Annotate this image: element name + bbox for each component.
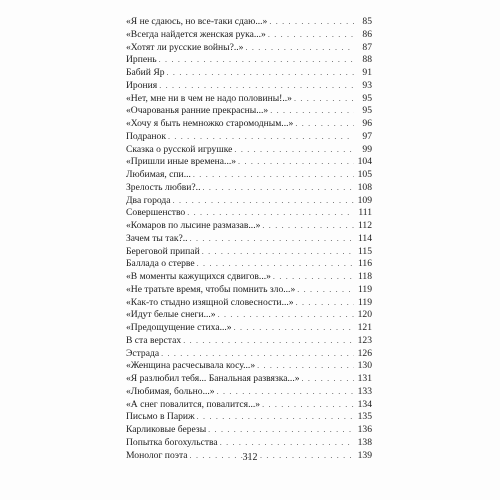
toc-entry-title: Попытка богохульства xyxy=(126,436,218,448)
toc-entry-title: «Хочу я быть немножко старомодным...» xyxy=(126,118,294,129)
page-number: 312 xyxy=(242,452,258,463)
toc-entry xyxy=(126,220,372,233)
dot-leader xyxy=(270,105,354,118)
dot-leader xyxy=(262,399,354,412)
toc-entry xyxy=(126,297,372,310)
dot-leader xyxy=(197,411,354,424)
toc-entry-page: 126 xyxy=(357,347,372,359)
dot-leader xyxy=(183,335,354,348)
toc-entry-page: 133 xyxy=(357,385,372,397)
toc-entry-page: 87 xyxy=(362,41,372,53)
toc-entry-title: Карликовые березы xyxy=(126,424,207,435)
toc-entry-title: «Я не сдаюсь, но все-таки сдаю...» xyxy=(126,16,268,27)
toc-entry-title: Монолог поэта xyxy=(126,449,188,461)
toc-entry-page: 97 xyxy=(362,130,372,142)
toc-entry-page: 91 xyxy=(362,67,372,78)
toc-entry xyxy=(126,16,372,29)
toc-entry-page: 130 xyxy=(357,360,372,372)
dot-leader xyxy=(168,131,354,144)
dot-leader xyxy=(167,67,354,80)
toc-entry-title: Ирпень xyxy=(126,54,157,66)
toc-entry-page: 123 xyxy=(357,334,372,346)
toc-entry xyxy=(126,144,372,157)
toc-entry-page: 119 xyxy=(357,283,372,295)
toc-entry-page: 95 xyxy=(362,105,372,117)
toc-entry-page: 120 xyxy=(357,309,372,321)
toc-entry-title: «Пришли иные времена...» xyxy=(126,156,237,168)
toc-entry xyxy=(126,182,372,195)
toc-entry xyxy=(126,67,372,80)
dot-leader xyxy=(294,93,354,106)
toc-entry-title: «Не тратьте время, чтобы помнить зло...» xyxy=(126,283,296,295)
toc-entry-title: «Предощущение стиха...» xyxy=(126,322,232,333)
toc-entry xyxy=(126,284,372,297)
toc-entry-title: Письмо в Париж xyxy=(126,411,195,423)
toc-entry-title: Береговой припай xyxy=(126,245,200,257)
toc-entry-title: «Я разлюбил тебя... Банальная развязка...» xyxy=(126,373,300,384)
toc-entry xyxy=(126,258,372,271)
toc-entry xyxy=(126,105,372,118)
toc-entry-title: Ирония xyxy=(126,79,158,91)
toc-entry-title: Два города xyxy=(126,194,171,206)
toc-entry-page: 131 xyxy=(357,373,372,384)
toc-entry xyxy=(126,42,372,55)
toc-entry-title: Бабий Яр xyxy=(126,67,165,78)
toc-entry xyxy=(126,411,372,424)
toc-entry-page: 119 xyxy=(357,296,372,308)
toc-entry-page: 115 xyxy=(357,245,372,257)
toc-entry-title: Зрелость любви?.. xyxy=(126,181,201,193)
toc-entry-page: 116 xyxy=(357,258,372,270)
dot-leader xyxy=(302,373,354,386)
toc-entry xyxy=(126,80,372,93)
toc-entry-page: 104 xyxy=(357,156,372,168)
toc-entry xyxy=(126,246,372,259)
toc-entry-page: 114 xyxy=(357,232,372,244)
toc-entry-title: «Хотят ли русские войны?..» xyxy=(126,41,244,53)
toc-entry-page: 95 xyxy=(362,92,372,104)
toc-entry-title: «Всегда найдется женская рука...» xyxy=(126,28,266,40)
toc-entry xyxy=(126,118,372,131)
toc-entry-page: 99 xyxy=(362,143,372,155)
toc-entry-page: 135 xyxy=(357,411,372,423)
toc-entry-page: 139 xyxy=(357,449,372,461)
toc-entry-title: Подранок xyxy=(126,130,166,142)
dot-leader xyxy=(273,271,354,284)
toc-entry-page: 134 xyxy=(357,398,372,410)
toc-entry-title: «Идут белые снеги...» xyxy=(126,309,216,321)
toc-entry xyxy=(126,360,372,373)
toc-entry-page: 105 xyxy=(357,169,372,180)
dot-leader xyxy=(295,118,354,131)
dot-leader xyxy=(159,80,354,93)
toc-entry-page: 109 xyxy=(357,194,372,206)
toc-entry-title: Зачем ты так?.. xyxy=(126,232,188,244)
toc-entry-title: «Нет, мне ни в чем не надо половины!..» xyxy=(126,92,292,104)
toc-entry-page: 136 xyxy=(357,424,372,435)
dot-leader xyxy=(218,309,354,322)
toc-entry xyxy=(126,373,372,386)
toc-entry-title: Сказка о русской игрушке xyxy=(126,143,233,155)
dot-leader xyxy=(245,42,354,55)
toc-entry xyxy=(126,399,372,412)
toc-entry-page: 108 xyxy=(357,181,372,193)
toc-entry-title: «В моменты кажущихся сдвигов...» xyxy=(126,271,271,282)
dot-leader xyxy=(161,348,354,361)
dot-leader xyxy=(173,195,354,208)
toc-entry xyxy=(126,271,372,284)
toc-entry-title: В ста верстах xyxy=(126,334,182,346)
toc-entry-title: «Очарованья ранние прекрасны...» xyxy=(126,105,269,117)
toc-entry-page: 96 xyxy=(362,118,372,129)
toc-entry-title: «Женщина расчесывала косу...» xyxy=(126,360,256,372)
toc-entry-page: 86 xyxy=(362,28,372,40)
dot-leader xyxy=(197,258,354,271)
dot-leader xyxy=(190,233,354,246)
dot-leader xyxy=(262,220,354,233)
toc-entry xyxy=(126,131,372,144)
dot-leader xyxy=(234,322,354,335)
toc-entry-title: Совершенство xyxy=(126,207,186,219)
toc-entry-title: «Как-то стыдно изящной словесности...» xyxy=(126,296,294,308)
toc-entry xyxy=(126,195,372,208)
toc-entry xyxy=(126,29,372,42)
table-of-contents xyxy=(126,16,372,462)
dot-leader xyxy=(268,29,354,42)
dot-leader xyxy=(187,207,354,220)
toc-entry-title: Любимая, спи... xyxy=(126,169,191,180)
dot-leader xyxy=(269,16,354,29)
dot-leader xyxy=(257,360,354,373)
toc-entry xyxy=(126,54,372,67)
toc-entry-page: 118 xyxy=(357,271,372,282)
dot-leader xyxy=(193,169,354,182)
toc-entry xyxy=(126,169,372,182)
toc-entry-title: Эстрада xyxy=(126,347,160,359)
toc-entry-title: «Любимая, больно...» xyxy=(126,385,215,397)
toc-entry-title: «А снег повалится, повалится...» xyxy=(126,398,261,410)
dot-leader xyxy=(296,297,354,310)
toc-entry-page: 88 xyxy=(362,54,372,66)
dot-leader xyxy=(217,386,354,399)
dot-leader xyxy=(220,437,354,450)
toc-entry xyxy=(126,309,372,322)
toc-entry-page: 112 xyxy=(357,220,372,231)
toc-entry-page: 121 xyxy=(357,322,372,333)
toc-entry-page: 111 xyxy=(358,207,372,219)
toc-entry-title: Баллада о стерве xyxy=(126,258,195,270)
toc-entry-page: 138 xyxy=(357,436,372,448)
toc-entry xyxy=(126,93,372,106)
toc-entry-page: 93 xyxy=(362,79,372,91)
toc-entry xyxy=(126,207,372,220)
toc-entry-title: «Комаров по лысине размазав...» xyxy=(126,220,261,231)
toc-entry xyxy=(126,335,372,348)
toc-entry xyxy=(126,437,372,450)
dot-leader xyxy=(208,424,354,437)
toc-entry-page: 85 xyxy=(362,16,372,27)
dot-leader xyxy=(297,284,354,297)
toc-entry xyxy=(126,322,372,335)
toc-entry xyxy=(126,156,372,169)
dot-leader xyxy=(202,246,354,259)
dot-leader xyxy=(159,54,354,67)
toc-entry xyxy=(126,348,372,361)
dot-leader xyxy=(238,156,354,169)
toc-entry xyxy=(126,424,372,437)
dot-leader xyxy=(234,144,354,157)
dot-leader xyxy=(202,182,354,195)
toc-entry xyxy=(126,386,372,399)
toc-entry xyxy=(126,233,372,246)
